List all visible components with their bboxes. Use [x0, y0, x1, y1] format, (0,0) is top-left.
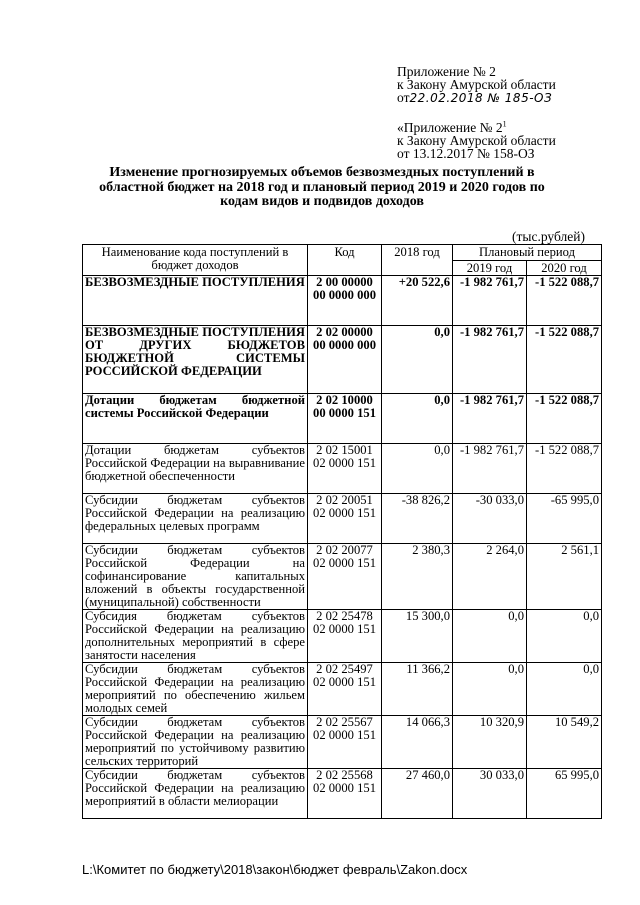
row-value-2018: 15 300,0 [382, 610, 453, 663]
row-code: 2 02 20051 02 0000 151 [308, 494, 382, 544]
row-value-2020: 2 561,1 [527, 544, 602, 610]
row-value-2019: -30 033,0 [453, 494, 527, 544]
row-value-2018: +20 522,6 [382, 276, 453, 326]
previous-appendix-law: к Закону Амурской области [397, 133, 556, 148]
file-path-footer: L:\Комитет по бюджету\2018\закон\бюджет февраль\Zakon.docx [82, 862, 468, 877]
header-2018: 2018 год [382, 245, 453, 276]
appendix-date-line [397, 91, 556, 105]
table-row [83, 769, 602, 819]
row-code: 2 02 25497 02 0000 151 [308, 663, 382, 716]
row-name: БЕЗВОЗМЕЗДНЫЕ ПОСТУПЛЕНИЯ ОТ ДРУГИХ БЮДЖЕТОВ БЮДЖЕТНОЙ СИСТЕМЫ РОССИЙСКОЙ ФЕДЕРАЦИИ [83, 326, 308, 394]
row-value-2019: -1 982 761,7 [453, 444, 527, 494]
row-value-2020: 0,0 [527, 610, 602, 663]
row-name: Субсидии бюджетам субъектов Российской Федерации на реализацию мероприятий по обеспечению жильем молодых семей [83, 663, 308, 716]
row-code: 2 02 00000 00 0000 000 [308, 326, 382, 394]
row-name: Дотации бюджетам субъектов Российской Федерации на выравнивание бюджетной обеспеченности [83, 444, 308, 494]
row-value-2019: -1 982 761,7 [453, 394, 527, 444]
row-value-2019: 2 264,0 [453, 544, 527, 610]
table-body [83, 276, 602, 819]
previous-appendix-reference [397, 121, 556, 160]
units-label: (тыс.рублей) [512, 229, 585, 244]
row-code: 2 02 25478 02 0000 151 [308, 610, 382, 663]
row-value-2019: 10 320,9 [453, 716, 527, 769]
table-row [83, 494, 602, 544]
table-row [83, 716, 602, 769]
table-row [83, 276, 602, 326]
row-value-2020: 65 995,0 [527, 769, 602, 819]
row-value-2018: 2 380,3 [382, 544, 453, 610]
table-row [83, 394, 602, 444]
row-code: 2 02 25568 02 0000 151 [308, 769, 382, 819]
appendix-date-prefix: от [397, 90, 410, 105]
header-2019: 2019 год [453, 260, 527, 276]
row-name: Субсидии бюджетам субъектов Российской Федерации на реализацию мероприятий в области мелиорации [83, 769, 308, 819]
table-row [83, 610, 602, 663]
row-name: Субсидии бюджетам субъектов Российской Федерации на реализацию федеральных целевых программ [83, 494, 308, 544]
row-value-2018: -38 826,2 [382, 494, 453, 544]
row-value-2018: 0,0 [382, 394, 453, 444]
row-name: Субсидии бюджетам субъектов Российской Федерации на реализацию мероприятий по устойчивому развитию сельских территорий [83, 716, 308, 769]
row-value-2019: -1 982 761,7 [453, 276, 527, 326]
appendix-law: к Закону Амурской области [397, 77, 556, 92]
handwritten-date: 22.02.2018 № 185-ОЗ [409, 91, 553, 105]
appendix-reference [397, 65, 556, 105]
header-plan-period: Плановый период [453, 245, 602, 261]
row-code: 2 00 00000 00 0000 000 [308, 276, 382, 326]
row-value-2020: -1 522 088,7 [527, 326, 602, 394]
row-value-2018: 0,0 [382, 444, 453, 494]
document-title: Изменение прогнозируемых объемов безвозмездных поступлений в областной бюджет на 2018 год и плановый период 2019 и 2020 годов по кодам видов и подвидов доходов [99, 165, 545, 209]
previous-appendix-sup: 1 [502, 119, 507, 129]
previous-appendix-label: «Приложение № 2 [397, 120, 503, 135]
row-name: БЕЗВОЗМЕЗДНЫЕ ПОСТУПЛЕНИЯ [83, 276, 308, 326]
row-value-2018: 14 066,3 [382, 716, 453, 769]
row-code: 2 02 15001 02 0000 151 [308, 444, 382, 494]
row-value-2018: 0,0 [382, 326, 453, 394]
row-value-2019: 30 033,0 [453, 769, 527, 819]
row-value-2020: -65 995,0 [527, 494, 602, 544]
row-name: Субсидия бюджетам субъектов Российской Федерации на реализацию дополнительных мероприятий в сфере занятости населения [83, 610, 308, 663]
row-value-2020: 0,0 [527, 663, 602, 716]
appendix-number: Приложение № 2 [397, 64, 496, 79]
table-row [83, 663, 602, 716]
row-code: 2 02 20077 02 0000 151 [308, 544, 382, 610]
row-value-2020: -1 522 088,7 [527, 394, 602, 444]
row-value-2019: 0,0 [453, 610, 527, 663]
row-value-2018: 27 460,0 [382, 769, 453, 819]
header-2020: 2020 год [527, 260, 602, 276]
row-name: Дотации бюджетам бюджетной системы Российской Федерации [83, 394, 308, 444]
row-value-2018: 11 366,2 [382, 663, 453, 716]
table-row [83, 544, 602, 610]
row-value-2020: -1 522 088,7 [527, 444, 602, 494]
row-name: Субсидии бюджетам субъектов Российской Федерации на софинансирование капитальных вложений в объекты государственной (муниципальной) собственности [83, 544, 308, 610]
row-value-2019: -1 982 761,7 [453, 326, 527, 394]
row-value-2020: 10 549,2 [527, 716, 602, 769]
revenue-table [82, 244, 602, 819]
header-code: Код [308, 245, 382, 276]
table-row [83, 444, 602, 494]
row-value-2019: 0,0 [453, 663, 527, 716]
table-row [83, 326, 602, 394]
header-name: Наименование кода поступлений в бюджет доходов [83, 245, 308, 276]
previous-appendix-date: от 13.12.2017 № 158-ОЗ [397, 146, 535, 161]
row-value-2020: -1 522 088,7 [527, 276, 602, 326]
row-code: 2 02 10000 00 0000 151 [308, 394, 382, 444]
row-code: 2 02 25567 02 0000 151 [308, 716, 382, 769]
